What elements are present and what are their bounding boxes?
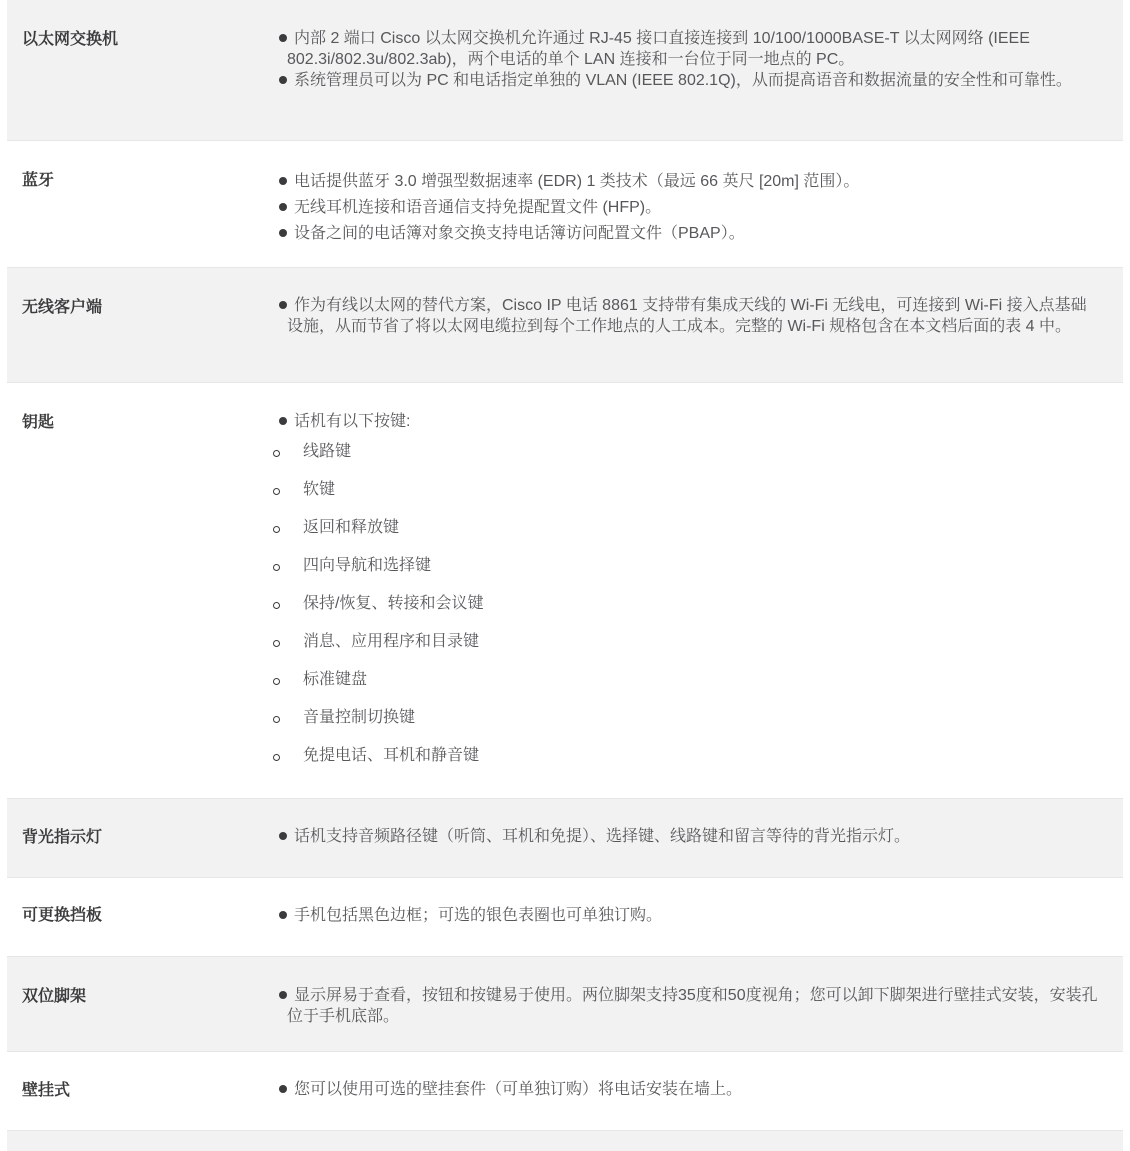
list-item [269,826,1099,847]
row-label: 壁挂式 [22,1082,71,1099]
bullet-icon [279,911,287,919]
bullet-icon [279,177,287,185]
row-value [257,268,1123,382]
bullet-list [269,295,1099,337]
list-item-text: 保持/恢复、转接和会议键 [303,595,484,612]
circle-bullet-icon [273,526,280,533]
list-item [269,70,1099,91]
bullet-list [269,826,1099,847]
list-item-text: 免提电话、耳机和静音键 [303,747,480,764]
list-item-text: 显示屏易于查看，按钮和按键易于使用。两位脚架支持35度和50度视角；您可以卸下脚架进行壁挂式安装，安装孔位于手机底部。 [287,987,1098,1025]
list-item-text: 线路键 [303,443,352,460]
list-item-text: 作为有线以太网的替代方案，Cisco IP 电话 8861 支持带有集成天线的 Wi-Fi 无线电，可连接到 Wi-Fi 接入点基础设施，从而节省了将以太网电缆拉到每个工作地点的人工成本。完整的 Wi-Fi 规格包含在本文档后面的表 4 中。 [287,297,1087,335]
circle-bullet-icon [273,754,280,761]
row-value [257,799,1123,877]
list-item [269,707,1099,745]
list-item-text: 软键 [303,481,336,498]
spec-row-wireless-client [7,268,1123,383]
bullet-icon [279,203,287,211]
list-item-text: 您可以使用可选的壁挂套件（可单独订购）将电话安装在墙上。 [294,1081,743,1098]
list-item-text: 音量控制切换键 [303,709,416,726]
row-label: 可更换挡板 [22,907,103,924]
bullet-icon [279,1085,287,1093]
circle-bullet-icon [273,450,280,457]
spec-row-ethernet-switch [7,0,1123,141]
row-label: 钥匙 [22,414,55,431]
list-item [269,593,1099,631]
circle-bullet-icon [273,678,280,685]
list-item [269,441,1099,479]
bullet-list [269,1079,1099,1100]
bullet-icon [279,991,287,999]
row-label: 无线客户端 [22,299,103,316]
spec-row-keys [7,383,1123,799]
bullet-icon [279,832,287,840]
list-item [269,295,1099,337]
bullet-list [269,985,1099,1027]
list-item-text: 标准键盘 [303,671,368,688]
bullet-icon [279,76,287,84]
list-item [269,479,1099,517]
row-value [257,383,1123,798]
bullet-icon [279,34,287,42]
list-item-text: 内部 2 端口 Cisco 以太网交换机允许通过 RJ-45 接口直接连接到 10/100/1000BASE-T 以太网网络 (IEEE 802.3i/802.3u/802.3ab)，两个电话的单个 LAN 连接和一台位于同一地点的 PC。 [287,30,1030,68]
list-item-text: 电话提供蓝牙 3.0 增强型数据速率 (EDR) 1 类技术（最远 66 英尺 [20m] 范围）。 [294,173,860,190]
bullet-list [269,169,1099,247]
bullet-icon [279,417,287,425]
row-value [257,141,1123,267]
circle-bullet-icon [273,716,280,723]
list-item [269,985,1099,1027]
row-value [257,0,1123,140]
list-item [269,669,1099,707]
list-item [269,555,1099,593]
list-item-text: 系统管理员可以为 PC 和电话指定单独的 VLAN (IEEE 802.1Q)，从而提高语音和数据流量的安全性和可靠性。 [294,72,1072,89]
list-item [269,517,1099,555]
circle-bullet-icon [273,564,280,571]
bullet-icon [279,229,287,237]
list-item-text: 手机包括黑色边框；可选的银色表圈也可单独订购。 [294,907,663,924]
spec-row-bezel [7,878,1123,957]
list-item-text: 设备之间的电话簿对象交换支持电话簿访问配置文件（PBAP）。 [294,225,745,242]
list-item [269,631,1099,669]
list-item-text: 话机支持音频路径键（听筒、耳机和免提）、选择键、线路键和留言等待的背光指示灯。 [294,828,911,845]
spec-table [7,0,1123,1151]
list-item [269,905,1099,926]
list-item [269,1079,1099,1100]
list-item [269,411,1099,432]
list-item [269,28,1099,70]
row-value [257,1052,1123,1130]
circle-bullet-icon [273,488,280,495]
list-item-text: 无线耳机连接和语音通信支持免提配置文件 (HFP)。 [294,199,662,216]
list-item-text: 四向导航和选择键 [303,557,432,574]
list-item [269,195,1099,221]
bullet-list [269,28,1099,91]
bullet-list [269,905,1099,926]
row-label: 以太网交换机 [22,31,119,48]
spec-row-bluetooth [7,141,1123,268]
spec-row-backlight [7,799,1123,878]
list-item [269,221,1099,247]
list-item-text: 消息、应用程序和目录键 [303,633,480,650]
circle-bullet-icon [273,640,280,647]
row-label: 蓝牙 [22,172,55,189]
row-value [257,878,1123,956]
list-item [269,169,1099,195]
list-item-text: 返回和释放键 [303,519,400,536]
list-item-text: 话机有以下按键: [294,413,411,430]
row-label: 双位脚架 [22,988,87,1005]
bullet-list [269,411,1099,432]
row-value [257,957,1123,1051]
spec-row-next [7,1131,1123,1151]
row-label: 背光指示灯 [22,829,103,846]
bullet-icon [279,301,287,309]
spec-row-wall-mount [7,1052,1123,1131]
circle-bullet-icon [273,602,280,609]
key-list [269,441,1099,783]
list-item [269,745,1099,783]
spec-row-stand [7,957,1123,1052]
